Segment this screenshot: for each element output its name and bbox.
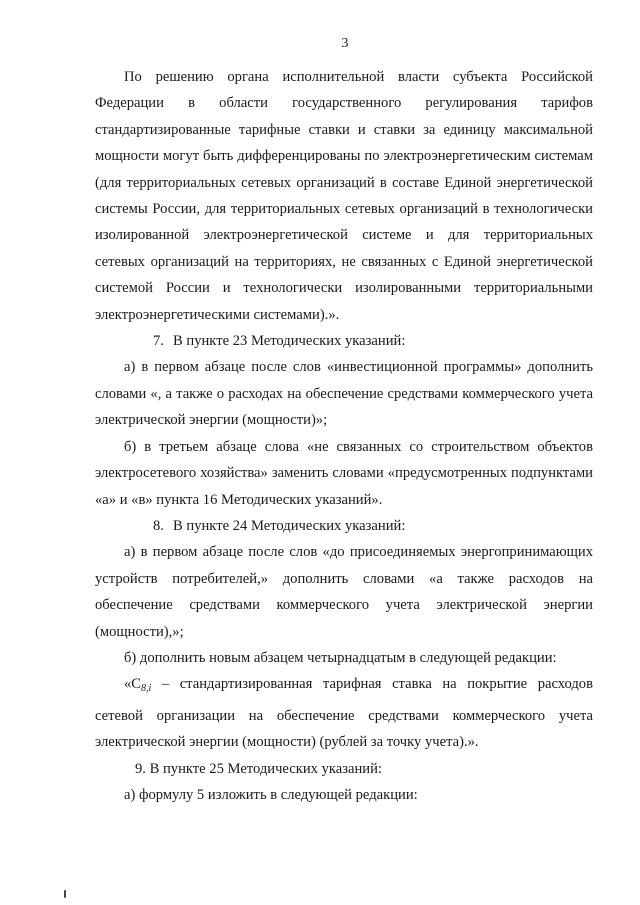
formula-definition-text: – стандартизированная тарифная ставка на покрытие расходов сетевой организации на обеспечение средствами коммерческого учета электрической энергии (мощности) (рублей за точку учета).». bbox=[95, 676, 593, 751]
item-9-heading: 9. В пункте 25 Методических указаний: bbox=[135, 760, 382, 777]
item-8-subpoint-b: б) дополнить новым абзацем четырнадцатым в следующей редакции: bbox=[124, 649, 557, 666]
page-number: 3 bbox=[341, 36, 349, 51]
item-7-number: 7. bbox=[153, 333, 164, 350]
item-7-text: В пункте 23 Методических указаний: bbox=[173, 333, 406, 350]
item-8-number: 8. bbox=[153, 517, 164, 534]
item-8-heading bbox=[95, 513, 593, 539]
item-7-heading bbox=[95, 328, 593, 354]
item-9-subpoint-a: а) формулу 5 изложить в следующей редакции: bbox=[124, 786, 418, 803]
document-body bbox=[95, 64, 593, 808]
item-8-text: В пункте 24 Методических указаний: bbox=[173, 517, 406, 534]
scan-mark bbox=[64, 890, 66, 898]
paragraph-tariff-differentiation: По решению органа исполнительной власти субъекта Российской Федерации в области государственного регулирования тарифов стандартизированные тарифные ставки и ставки за единицу максимальной мощности могут быть дифференцированы по электроэнергетическим системам (для территориальных сетевых организаций в составе Единой энергетической системы России, для территориальных сетевых организаций в технологически изолированной электроэнергетической системе и для территориальных сетевых организаций на территориях, не связанных с Единой энергетической системой России и технологически изолированными территориальными электроэнергетическими системами).». bbox=[95, 69, 593, 323]
item-7-subpoint-b: б) в третьем абзаце слова «не связанных со строительством объектов электросетевого хозяйства» заменить словами «предусмотренных подпунктами «а» и «в» пункта 16 Методических указаний». bbox=[95, 438, 593, 508]
formula-symbol: «С bbox=[124, 676, 142, 693]
item-7-subpoint-a: а) в первом абзаце после слов «инвестиционной программы» дополнить словами «, а также о расходах на обеспечение средствами коммерческого учета электрической энергии (мощности)»; bbox=[95, 359, 593, 429]
item-8-subpoint-a: а) в первом абзаце после слов «до присоединяемых энергопринимающих устройств потребителей,» дополнить словами «а также расходов на обеспечение средствами коммерческого учета электрической энергии (мощности),»; bbox=[95, 544, 593, 640]
formula-definition bbox=[95, 671, 593, 755]
formula-subscript: 8,i bbox=[141, 683, 152, 695]
